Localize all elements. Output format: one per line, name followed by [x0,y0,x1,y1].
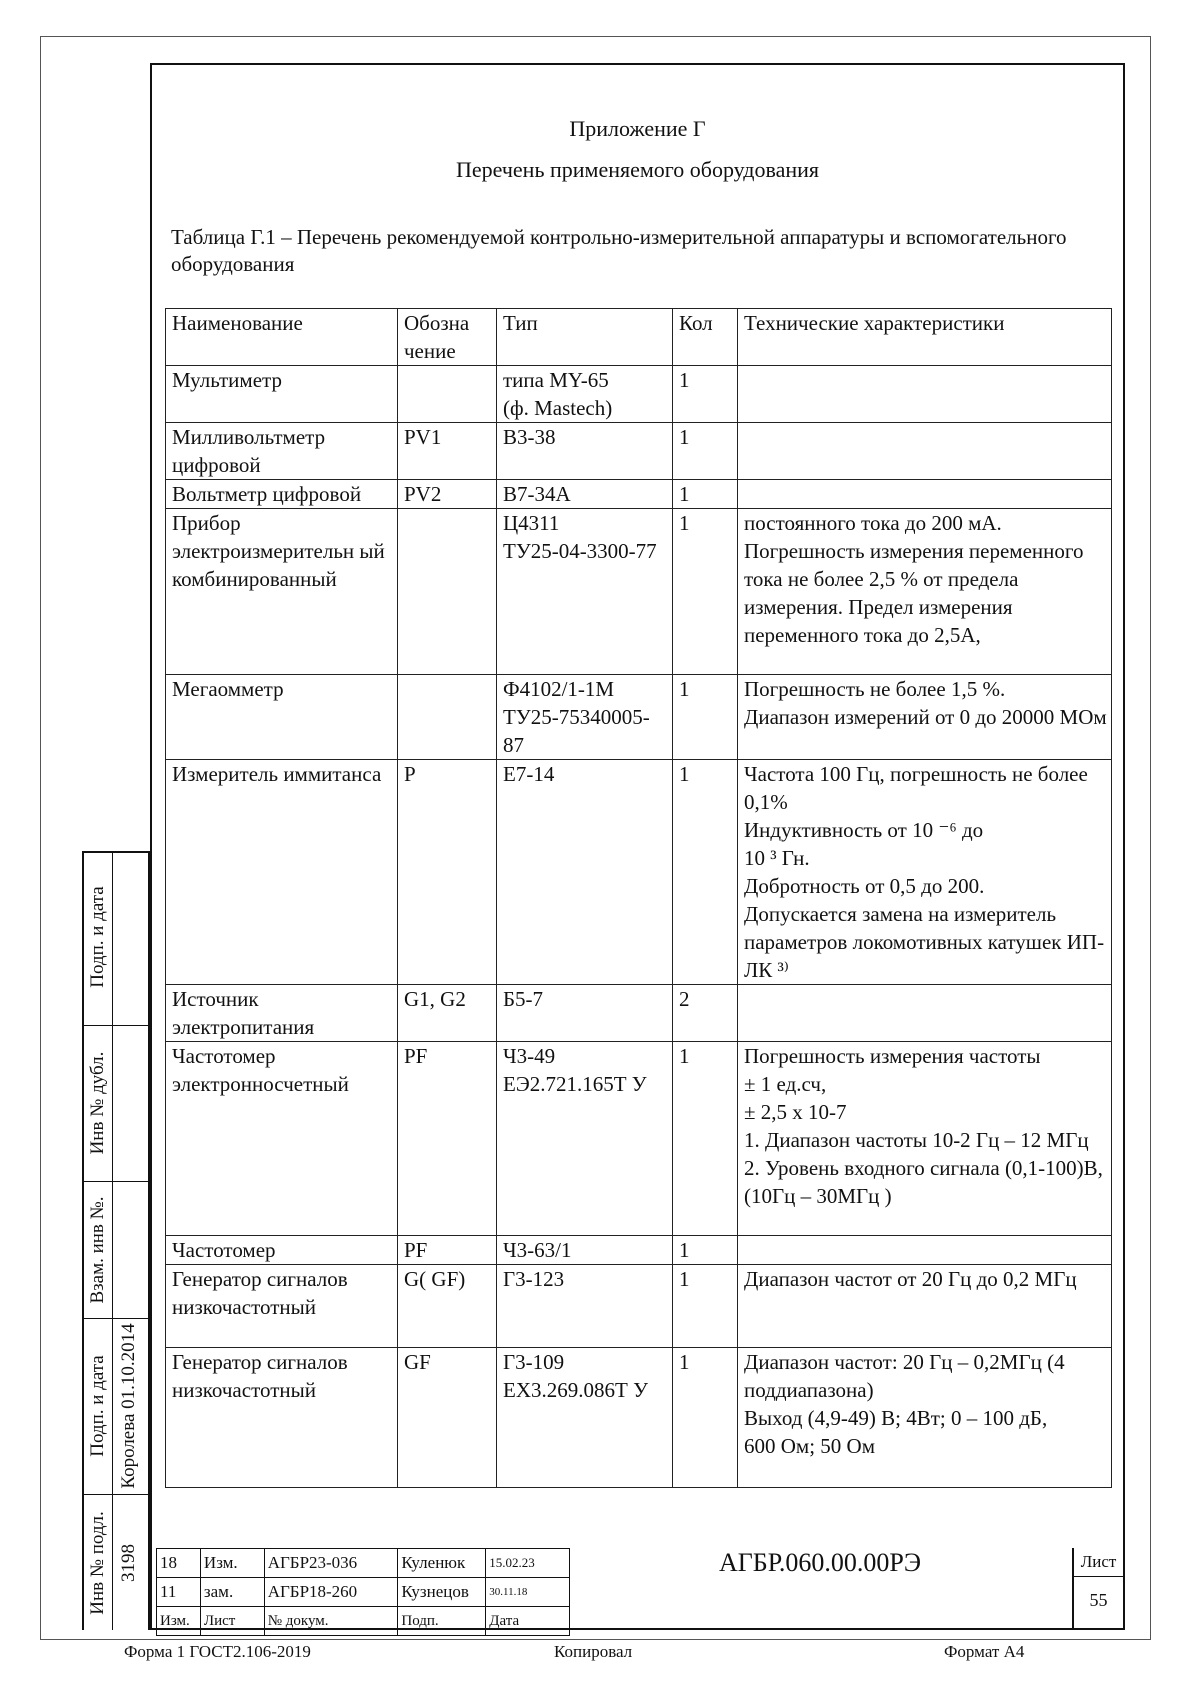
cell-designation [398,366,497,423]
cell-designation [398,509,497,675]
cell-specs [738,985,1112,1042]
table-row [166,1236,1112,1265]
cell-qty: 1 [673,1236,738,1265]
cell-type: В3-38 [497,423,673,480]
table-row [166,1265,1112,1348]
cell-qty: 1 [673,675,738,760]
table-row [166,1042,1112,1236]
rev-name: Кузнецов [398,1578,486,1607]
col-header-specs: Технические характеристики [738,309,1112,366]
cell-designation [398,675,497,760]
side-value-sign-date: Королева 01.10.2014 [118,1323,139,1489]
rev-date: 15.02.23 [486,1549,570,1578]
cell-name: Вольтметр цифровой [166,480,398,509]
cell-name: Частотомер электронносчетный [166,1042,398,1236]
rev-sheet: 18 [157,1549,201,1578]
cell-specs: Частота 100 Гц, погрешность не более 0,1% Индуктивность от 10 ⁻⁶ до 10 ³ Гн. Добротность от 0,5 до 200. Допускается замена на измеритель параметров локомотивных катушек ИП-ЛК ³⁾ [738,760,1112,985]
rev-change: зам. [200,1578,264,1607]
table-header-row [166,309,1112,366]
cell-name: Генератор сигналов низкочастотный [166,1265,398,1348]
cell-qty: 1 [673,423,738,480]
table-row [166,509,1112,675]
equipment-table [165,308,1112,1488]
label-list: Лист [200,1607,264,1636]
revision-row [157,1578,570,1607]
cell-qty: 2 [673,985,738,1042]
footer-form: Форма 1 ГОСТ2.106-2019 [124,1642,311,1661]
cell-designation: G( GF) [398,1265,497,1348]
cell-qty: 1 [673,760,738,985]
table-row [166,423,1112,480]
sheet-number: 55 [1089,1590,1108,1610]
cell-specs: Диапазон частот: 20 Гц – 0,2МГц (4 поддиапазона) Выход (4,9-49) В; 4Вт; 0 – 100 дБ, 600 Ом; 50 Ом [738,1348,1112,1488]
revision-row [157,1549,570,1578]
cell-name: Частотомер [166,1236,398,1265]
table-row [166,480,1112,509]
cell-qty: 1 [673,480,738,509]
cell-specs: постоянного тока до 200 мА. Погрешность измерения переменного тока не более 2,5 % от предела измерения. Предел измерения переменного тока до 2,5А, [738,509,1112,675]
table-row [166,675,1112,760]
cell-type: Е7-14 [497,760,673,985]
cell-qty: 1 [673,366,738,423]
cell-designation: PV1 [398,423,497,480]
col-header-designation: Обозна чение [398,309,497,366]
cell-specs [738,480,1112,509]
table-caption: Таблица Г.1 – Перечень рекомендуемой контрольно-измерительной аппаратуры и вспомогательного оборудования [171,225,1067,276]
cell-type: Ц4311 ТУ25-04-3300-77 [497,509,673,675]
cell-type: Г3-109 ЕХ3.269.086Т У [497,1348,673,1488]
cell-specs: Погрешность измерения частоты ± 1 ед.сч, ± 2,5 х 10-7 1. Диапазон частоты 10-2 Гц – 12 МГц 2. Уровень входного сигнала (0,1-100)В, (10Гц – 30МГц ) [738,1042,1112,1236]
cell-specs: Диапазон частот от 20 Гц до 0,2 МГц [738,1265,1112,1348]
rev-change: Изм. [200,1549,264,1578]
label-sign: Подп. [398,1607,486,1636]
cell-name: Измеритель иммитанса [166,760,398,985]
cell-type: Б5-7 [497,985,673,1042]
rev-doc: АГБР23-036 [264,1549,398,1578]
cell-specs: Погрешность не более 1,5 %. Диапазон измерений от 0 до 20000 МОм [738,675,1112,760]
cell-name: Генератор сигналов низкочастотный [166,1348,398,1488]
cell-name: Мультиметр [166,366,398,423]
side-label-replace-inv: Взам. инв №. [87,1196,108,1304]
side-value-orig-inv: 3198 [118,1544,139,1582]
appendix-title: Приложение Г [569,116,706,141]
col-header-type: Тип [497,309,673,366]
cell-qty: 1 [673,1042,738,1236]
cell-type: Ф4102/1-1М ТУ25-75340005-87 [497,675,673,760]
cell-designation: PF [398,1236,497,1265]
side-label-sign-date: Подп. и дата [87,886,108,988]
side-label-orig-inv: Инв № подл. [87,1511,108,1615]
side-label-dup-inv: Инв № дубл. [87,1051,108,1155]
title-block-table [156,1548,570,1636]
cell-qty: 1 [673,1265,738,1348]
cell-type: Г3-123 [497,1265,673,1348]
title-block-labels [157,1607,570,1636]
footer-copied: Копировал [554,1642,633,1661]
cell-specs [738,423,1112,480]
cell-name: Мегаомметр [166,675,398,760]
cell-name: Милливольтметр цифровой [166,423,398,480]
cell-designation: GF [398,1348,497,1488]
table-row [166,366,1112,423]
cell-name: Источник электропитания [166,985,398,1042]
cell-type: Ч3-63/1 [497,1236,673,1265]
cell-type: В7-34А [497,480,673,509]
cell-specs [738,366,1112,423]
cell-designation: PV2 [398,480,497,509]
cell-designation: PF [398,1042,497,1236]
document-code: АГБР.060.00.00РЭ [718,1548,922,1577]
table-row [166,985,1112,1042]
cell-designation: Р [398,760,497,985]
cell-type: типа MY-65 (ф. Mastech) [497,366,673,423]
rev-name: Куленюк [398,1549,486,1578]
cell-name: Прибор электроизмерительн ый комбинированный [166,509,398,675]
cell-designation: G1, G2 [398,985,497,1042]
cell-qty: 1 [673,509,738,675]
rev-doc: АГБР18-260 [264,1578,398,1607]
label-date: Дата [486,1607,570,1636]
label-doc-no: № докум. [264,1607,398,1636]
col-header-name: Наименование [166,309,398,366]
cell-qty: 1 [673,1348,738,1488]
cell-specs [738,1236,1112,1265]
label-izm: Изм. [157,1607,201,1636]
footer-format: Формат А4 [944,1642,1025,1661]
page-title: Перечень применяемого оборудования [455,157,820,182]
rev-sheet: 11 [157,1578,201,1607]
cell-type: Ч3-49 ЕЭ2.721.165Т У [497,1042,673,1236]
rev-date: 30.11.18 [486,1578,570,1607]
table-row [166,760,1112,985]
side-stamp-divider [112,851,113,1630]
sheet-label: Лист [1072,1548,1125,1577]
side-label-sign-date-2: Подп. и дата [87,1355,108,1457]
table-row [166,1348,1112,1488]
col-header-qty: Кол [673,309,738,366]
